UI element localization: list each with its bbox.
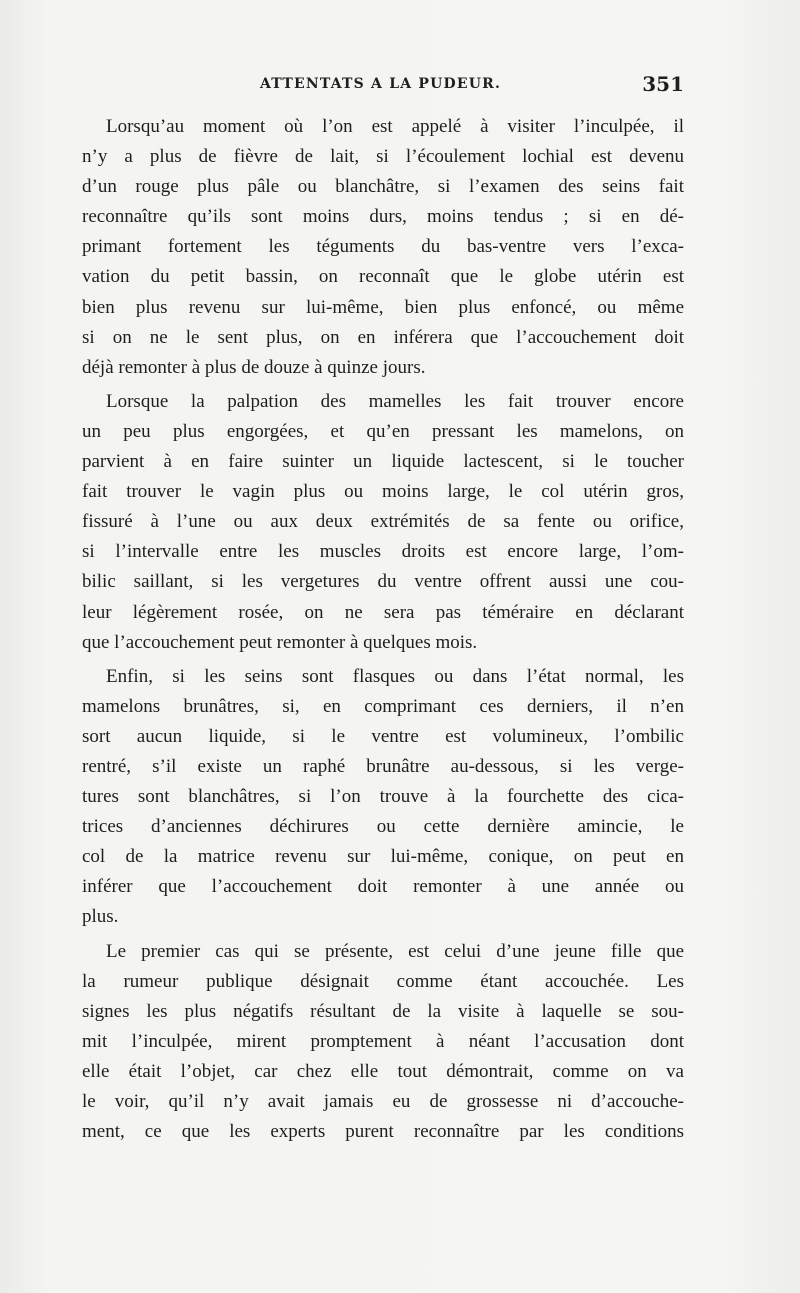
text-line: un peu plus engorgées, et qu’en pressant les mamelons, on bbox=[82, 420, 684, 442]
page-number: 351 bbox=[642, 72, 684, 96]
text-line: vation du petit bassin, on reconnaît que le globe utérin est bbox=[82, 266, 684, 288]
text-line: que l’accouchement peut remonter à quelques mois. bbox=[82, 631, 478, 653]
text-line: d’un rouge plus pâle ou blanchâtre, si l’examen des seins fait bbox=[82, 176, 684, 198]
text-line: signes les plus négatifs résultant de la visite à laquelle se sou- bbox=[82, 1000, 684, 1022]
text-line: mit l’inculpée, mirent promptement à néant l’accusation dont bbox=[82, 1030, 684, 1052]
text-line: leur légèrement rosée, on ne sera pas téméraire en déclarant bbox=[82, 601, 684, 623]
text-line: ment, ce que les experts purent reconnaître par les conditions bbox=[82, 1121, 684, 1143]
text-line: col de la matrice revenu sur lui-même, conique, on peut en bbox=[82, 846, 684, 868]
text-line: déjà remonter à plus de douze à quinze jours. bbox=[82, 356, 426, 378]
page-body bbox=[82, 112, 684, 1151]
text-line: si on ne le sent plus, on en inférera que l’accouchement doit bbox=[82, 326, 684, 348]
text-line: Lorsque la palpation des mamelles les fait trouver encore bbox=[106, 390, 684, 412]
text-line: bilic saillant, si les vergetures du ventre offrent aussi une cou- bbox=[82, 571, 684, 593]
text-line: le voir, qu’il n’y avait jamais eu de grossesse ni d’accouche- bbox=[82, 1091, 684, 1112]
page-header bbox=[82, 72, 684, 102]
text-line: sort aucun liquide, si le ventre est volumineux, l’ombilic bbox=[82, 725, 684, 747]
text-line: tures sont blanchâtres, si l’on trouve à la fourchette des cica- bbox=[82, 786, 684, 808]
text-line: bien plus revenu sur lui-même, bien plus enfoncé, ou même bbox=[82, 296, 684, 318]
text-line: Enfin, si les seins sont flasques ou dans l’état normal, les bbox=[106, 665, 684, 687]
text-line: elle était l’objet, car chez elle tout démontrait, comme on va bbox=[82, 1060, 684, 1082]
text-line: si l’intervalle entre les muscles droits est encore large, l’om- bbox=[82, 541, 684, 563]
text-line: Lorsqu’au moment où l’on est appelé à visiter l’inculpée, il bbox=[106, 116, 684, 137]
paragraph bbox=[82, 937, 684, 1148]
text-line: inférer que l’accouchement doit remonter à une année ou bbox=[82, 876, 684, 898]
text-line: rentré, s’il existe un raphé brunâtre au-dessous, si les verge- bbox=[82, 755, 684, 777]
text-line: mamelons brunâtres, si, en comprimant ces derniers, il n’en bbox=[82, 695, 684, 717]
text-line: fait trouver le vagin plus ou moins large, le col utérin gros, bbox=[82, 481, 684, 503]
text-line: Le premier cas qui se présente, est celui d’une jeune fille que bbox=[106, 940, 684, 962]
text-line: primant fortement les téguments du bas-ventre vers l’exca- bbox=[82, 236, 684, 258]
text-line: reconnaître qu’ils sont moins durs, moins tendus ; si en dé- bbox=[82, 206, 684, 228]
paragraph bbox=[82, 387, 684, 658]
paragraph bbox=[82, 112, 684, 383]
text-line: fissuré à l’une ou aux deux extrémités de sa fente ou orifice, bbox=[82, 511, 684, 533]
text-line: la rumeur publique désignait comme étant accouchée. Les bbox=[82, 970, 684, 992]
text-line: n’y a plus de fièvre de lait, si l’écoulement lochial est devenu bbox=[82, 146, 684, 168]
text-line: parvient à en faire suinter un liquide lactescent, si le toucher bbox=[82, 451, 684, 473]
running-head: ATTENTATS A LA PUDEUR. bbox=[260, 76, 502, 92]
paragraph bbox=[82, 662, 684, 933]
text-line: trices d’anciennes déchirures ou cette dernière amincie, le bbox=[82, 816, 684, 838]
text-line: plus. bbox=[82, 906, 119, 928]
